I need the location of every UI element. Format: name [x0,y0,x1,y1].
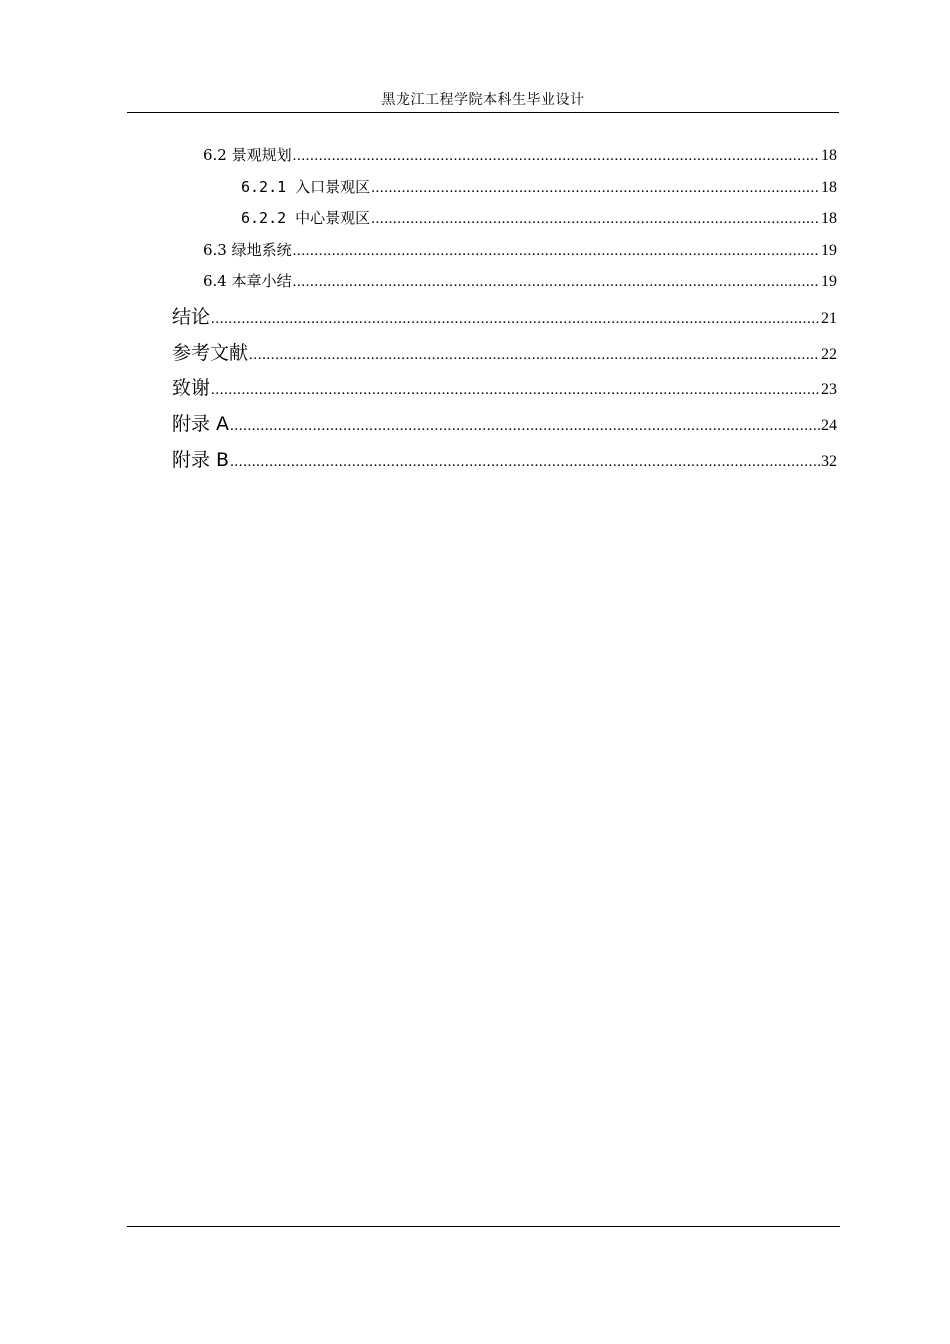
toc-leader-dots [211,311,820,328]
page-header [127,88,839,113]
header-title: 黑龙江工程学院本科生毕业设计 [381,92,585,108]
toc-leader-dots [371,180,820,197]
toc-entry-label: 6.3 绿地系统 [203,241,292,259]
toc-entry-page: 32 [821,453,837,470]
toc-leader-dots [371,211,820,228]
toc-entry-page: 22 [821,346,837,363]
toc-entry-label: 6.2 景观规划 [203,146,292,164]
toc-leader-dots [249,347,820,364]
toc-leader-dots [230,418,820,435]
footer-divider [127,1226,840,1227]
toc-entry[interactable] [172,409,837,436]
toc-leader-dots [293,274,820,291]
toc-entry[interactable] [203,270,837,291]
toc-entry-page: 18 [821,179,837,196]
toc-entry-page: 19 [821,242,837,259]
toc-leader-dots [230,454,820,471]
toc-entry-label: 附录 B [172,449,230,471]
toc-entry-page: 24 [821,417,837,434]
toc-entry-page: 18 [821,210,837,227]
toc-entry[interactable] [172,373,837,400]
toc-entry-page: 19 [821,273,837,290]
toc-entry-page: 21 [821,310,837,327]
toc-entry-page: 18 [821,147,837,164]
toc-entry[interactable] [241,176,837,197]
toc-entry[interactable] [172,302,837,329]
toc-entry[interactable] [241,207,837,228]
toc-leader-dots [293,148,820,165]
toc-entry[interactable] [172,338,837,365]
toc-leader-dots [211,382,820,399]
toc-entry-label: 结论 [172,306,211,328]
toc-entry-label: 6.2.1 入口景观区 [241,178,371,196]
toc-entry-page: 23 [821,381,837,398]
toc-entry-label: 6.2.2 中心景观区 [241,209,371,227]
toc-leader-dots [293,243,820,260]
toc-entry[interactable] [172,445,837,472]
toc-entry-label: 参考文献 [172,342,249,364]
toc-entry-label: 附录 A [172,413,230,435]
toc-entry-label: 致谢 [172,377,211,399]
toc-entry-label: 6.4 本章小结 [203,272,292,290]
toc-entry[interactable] [203,239,837,260]
toc-entry[interactable] [203,144,837,165]
